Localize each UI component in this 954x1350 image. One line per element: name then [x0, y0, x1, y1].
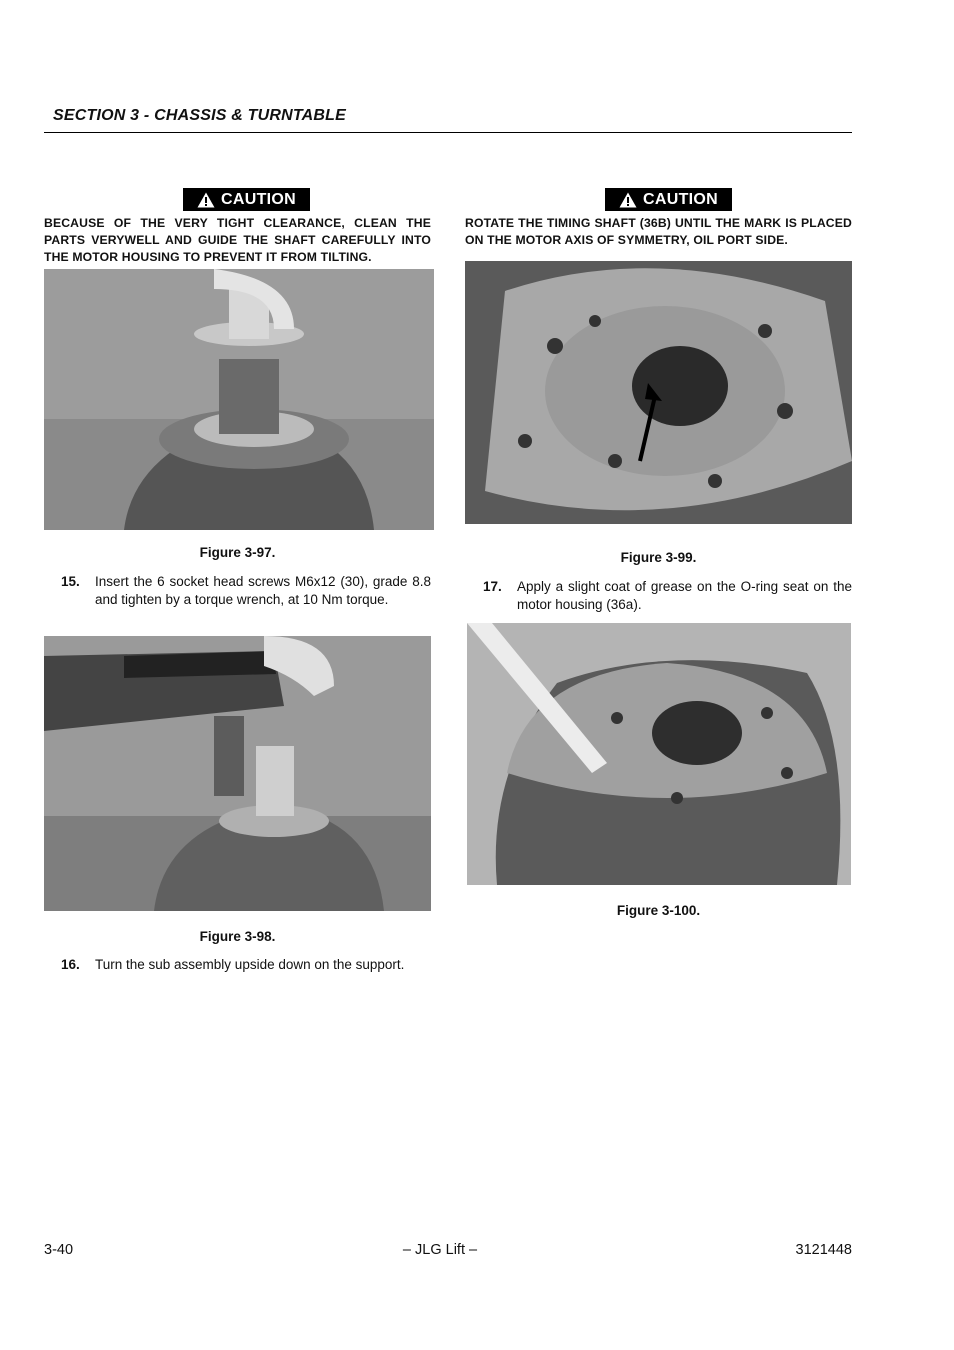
- step-number: 15.: [61, 574, 80, 589]
- warning-triangle-icon: [197, 192, 215, 208]
- caution-banner-left: [183, 188, 310, 211]
- photo-figure-3-100: [467, 623, 851, 885]
- header-rule: [44, 132, 852, 133]
- step-15: [61, 573, 431, 609]
- step-number: 17.: [483, 579, 502, 594]
- step-text: Apply a slight coat of grease on the O-ring seat on the motor housing (36a).: [517, 579, 852, 612]
- step-16: [61, 956, 431, 974]
- doc-number: 3121448: [795, 1242, 852, 1258]
- step-text: Turn the sub assembly upside down on the support.: [95, 957, 405, 972]
- photo-figure-3-97: [44, 269, 434, 530]
- photo-figure-3-98: [44, 636, 431, 911]
- figure-caption: Figure 3-99.: [620, 550, 697, 565]
- step-text: Insert the 6 socket head screws M6x12 (30), grade 8.8 and tighten by a torque wrench, at 10 Nm torque.: [95, 574, 431, 607]
- photo-figure-3-99: [465, 261, 852, 524]
- caution-text-left: BECAUSE OF THE VERY TIGHT CLEARANCE, CLEAN THE PARTS VERYWELL AND GUIDE THE SHAFT CAREFULLY INTO THE MOTOR HOUSING TO PREVENT IT FROM TILTING.: [44, 216, 431, 264]
- caution-label: CAUTION: [221, 190, 296, 208]
- step-17: [483, 578, 852, 614]
- figure-caption: Figure 3-98.: [199, 929, 276, 944]
- caution-label: CAUTION: [643, 190, 718, 208]
- footer-center: – JLG Lift –: [402, 1242, 478, 1258]
- section-title: SECTION 3 - CHASSIS & TURNTABLE: [53, 107, 347, 124]
- caution-text-right: ROTATE THE TIMING SHAFT (36B) UNTIL THE MARK IS PLACED ON THE MOTOR AXIS OF SYMMETRY, OIL PORT SIDE.: [465, 216, 852, 247]
- figure-caption: Figure 3-97.: [199, 545, 276, 560]
- warning-triangle-icon: [619, 192, 637, 208]
- step-number: 16.: [61, 957, 80, 972]
- figure-caption: Figure 3-100.: [616, 903, 701, 918]
- caution-banner-right: [605, 188, 732, 211]
- page-number: 3-40: [44, 1242, 74, 1258]
